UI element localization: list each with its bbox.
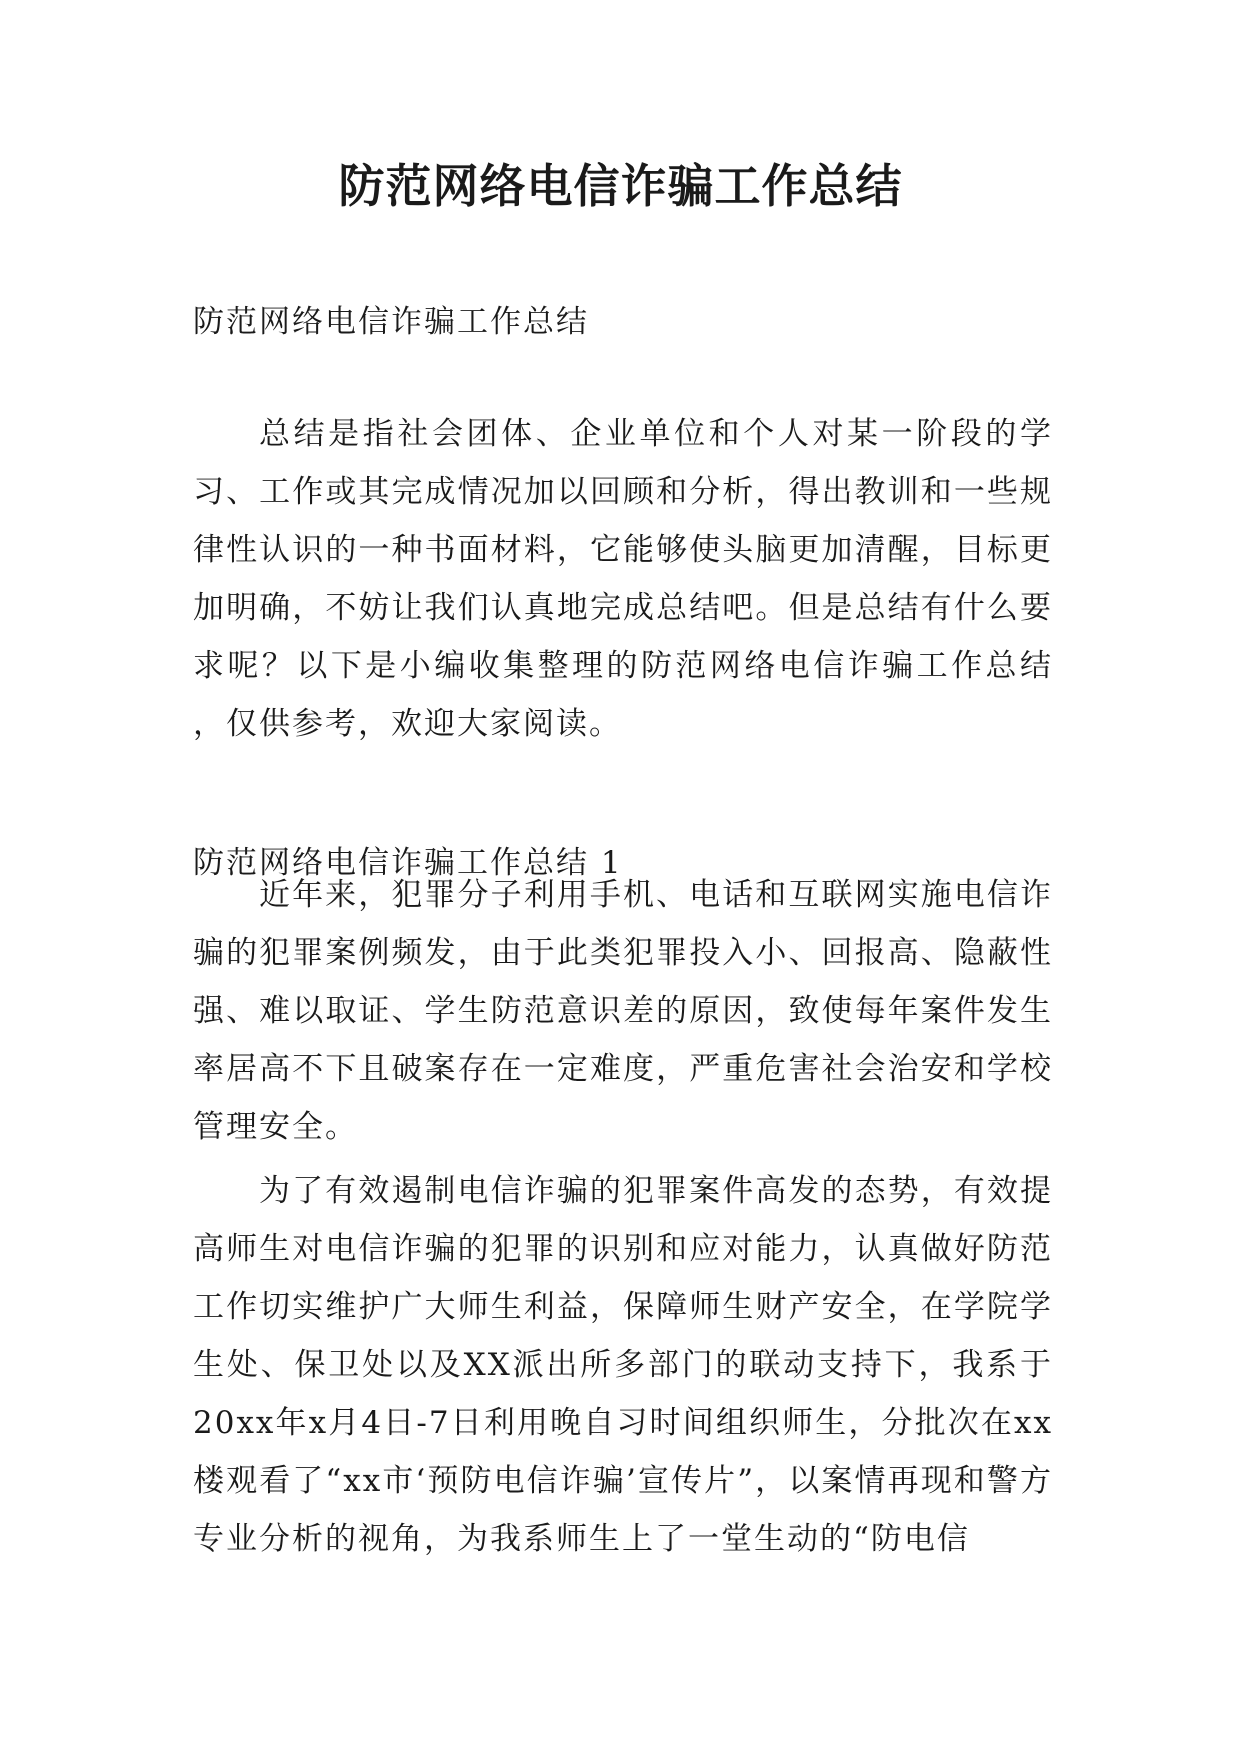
intro-paragraph: 总结是指社会团体、企业单位和个人对某一阶段的学习、工作或其完成情况加以回顾和分析，得出教训和一些规律性认识的一种书面材料，它能够使头脑更加清醒，目标更加明确，不妨让我们认真地完成总结吧。但是总结有什么要求呢？以下是小编收集整理的防范网络电信诈骗工作总结 ，仅供参考，欢迎大家阅读。 (193, 416, 1053, 742)
document-subtitle: 防范网络电信诈骗工作总结 (193, 304, 589, 340)
body-paragraph-1: 近年来，犯罪分子利用手机、电话和互联网实施电信诈骗的犯罪案例频发，由于此类犯罪投入小、回报高、隐蔽性强、难以取证、学生防范意识差的原因，致使每年案件发生率居高不下且破案存在一定难度，严重危害社会治安和学校管理安全。 (193, 877, 1053, 1145)
section-heading: 防范网络电信诈骗工作总结 1 (193, 845, 623, 881)
document-title: 防范网络电信诈骗工作总结 (338, 159, 903, 213)
body-paragraph-2: 为了有效遏制电信诈骗的犯罪案件高发的态势，有效提高师生对电信诈骗的犯罪的识别和应对能力，认真做好防范工作切实维护广大师生利益，保障师生财产安全，在学院学生处、保卫处以及XX派出所多部门的联动支持下，我系于20xx年x月4日-7日利用晚自习时间组织师生，分批次在xx楼观看了“xx市‘预防电信诈骗’宣传片”，以案情再现和警方专业分析的视角，为我系师生上了一堂生动的“防电信 (193, 1173, 1053, 1557)
